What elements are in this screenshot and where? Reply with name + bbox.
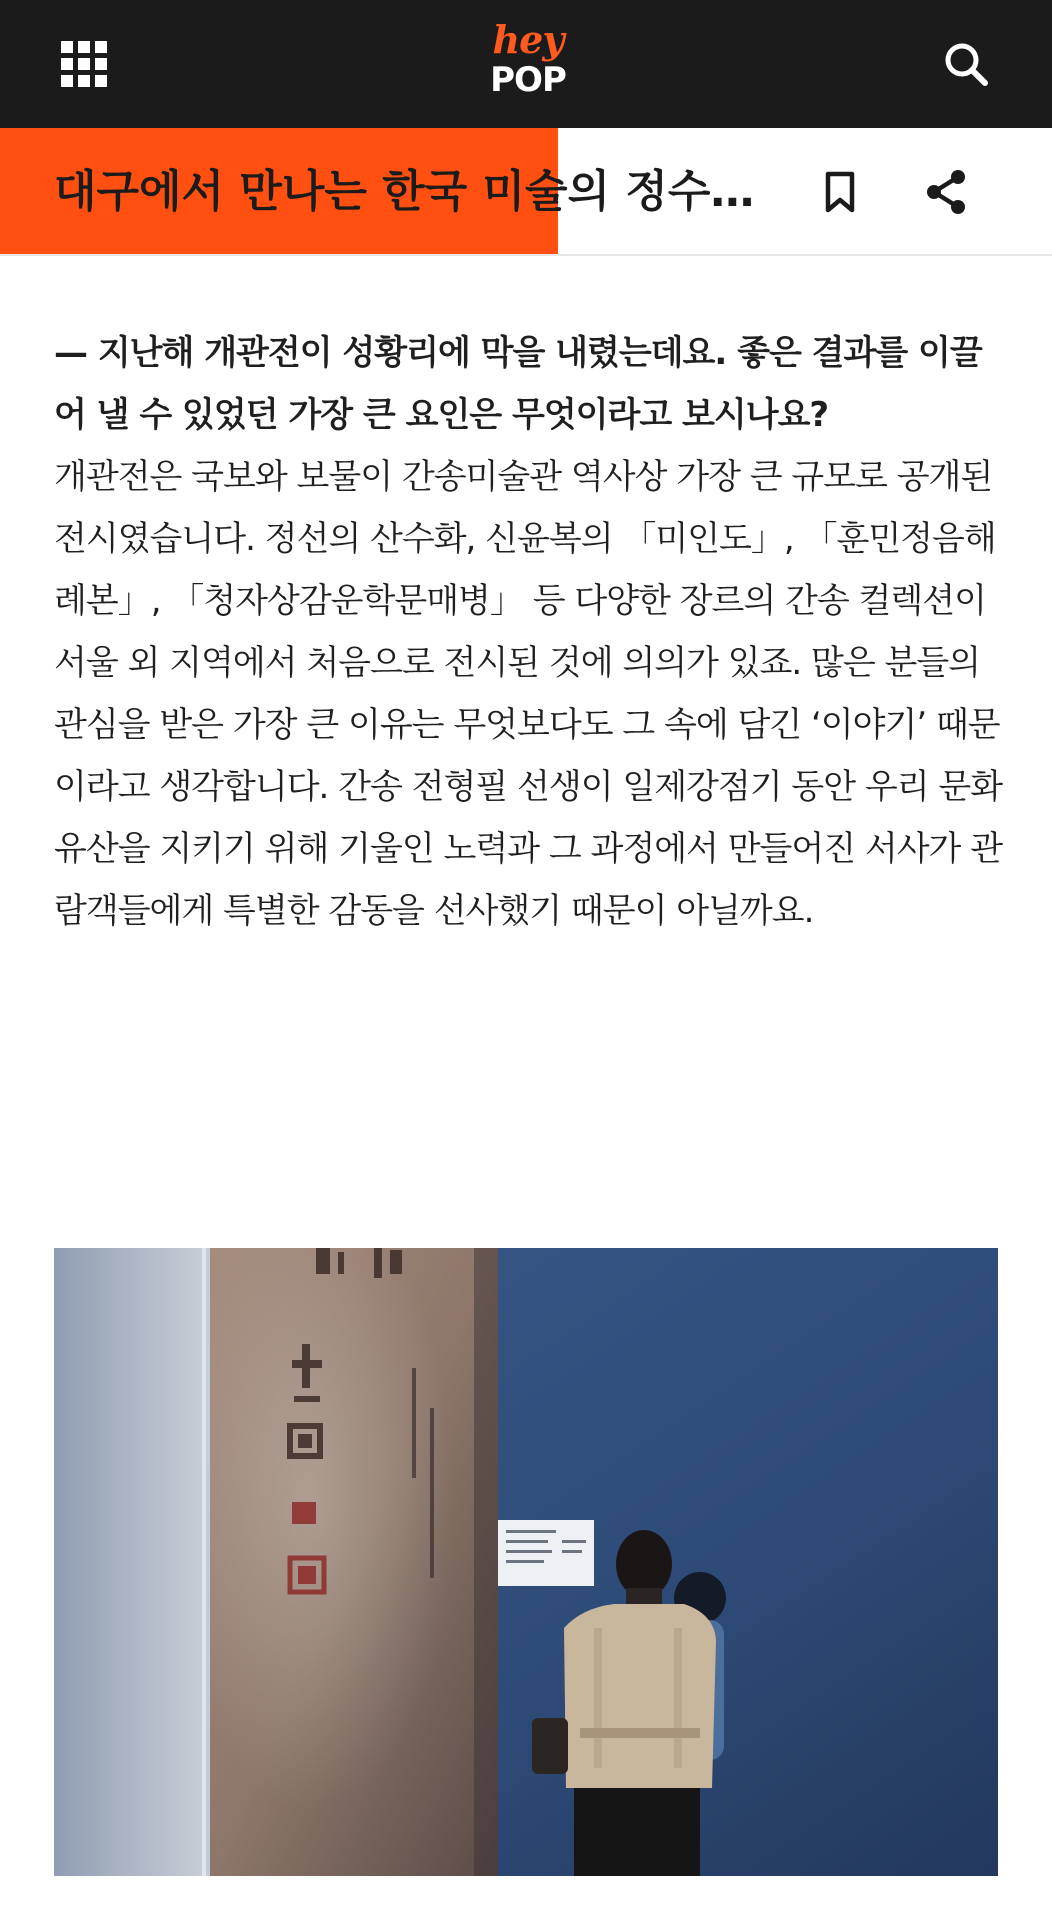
article-title-bar [0, 128, 1052, 256]
share-icon[interactable] [918, 164, 974, 220]
article-body [54, 322, 1004, 942]
logo-pop-text: POP [490, 60, 566, 100]
logo-hey-text: hey [492, 17, 564, 62]
article-title: 대구에서 만나는 한국 미술의 정수… [54, 166, 755, 217]
heypop-logo[interactable] [482, 17, 574, 102]
app-bar [0, 0, 1052, 128]
bottom-spacer [0, 1876, 1052, 1920]
grid-menu-icon[interactable] [56, 36, 112, 92]
exhibition-photo [54, 1248, 998, 1876]
interview-question: — 지난해 개관전이 성황리에 막을 내렸는데요. 좋은 결과를 이끌어 낼 수 있었던 가장 큰 요인은 무엇이라고 보시나요? [54, 333, 982, 435]
search-icon[interactable] [938, 36, 994, 92]
bookmark-icon[interactable] [812, 164, 868, 220]
interview-answer: 개관전은 국보와 보물이 간송미술관 역사상 가장 큰 규모로 공개된 전시였습니다. 정선의 산수화, 신윤복의 「미인도」, 「훈민정음해례본」, 「청자상감운학문매병」 등 다양한 장르의 간송 컬렉션이 서울 외 지역에서 처음으로 전시된 것에 의의가 있죠. 많은 분들의 관심을 받은 가장 큰 이유는 무엇보다도 그 속에 담긴 ‘이야기’ 때문이라고 생각합니다. 간송 전형필 선생이 일제강점기 동안 우리 문화유산을 지키기 위해 기울인 노력과 그 과정에서 만들어진 서사가 관람객들에게 특별한 감동을 선사했기 때문이 아닐까요. [54, 457, 1003, 931]
